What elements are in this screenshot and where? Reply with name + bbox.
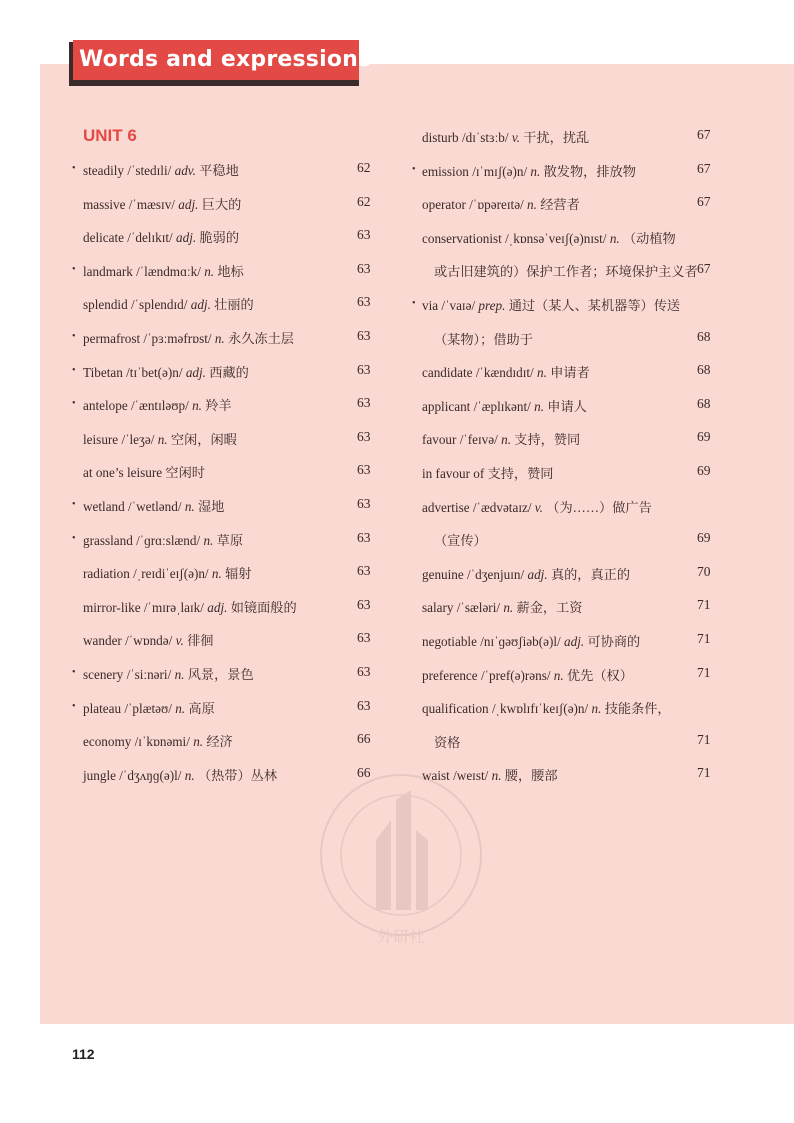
entry-word: favour	[422, 432, 457, 448]
entry-pronunciation: /ˌkɒnsəˈveɪʃ(ə)nɪst/	[505, 230, 607, 246]
entry-word: salary	[422, 600, 454, 616]
entry-page-ref: 70	[697, 563, 711, 579]
entry-pronunciation: /ˈdelɪkɪt/	[127, 230, 173, 246]
vocab-entry	[83, 362, 249, 381]
entry-page-ref: 62	[357, 160, 371, 175]
entry-part-of-speech: adj.	[564, 634, 585, 649]
entry-meaning: 支持，赞同	[487, 466, 554, 481]
entry-pronunciation: /ˈpɜːməfrɒst/	[143, 331, 212, 346]
entry-meaning: （某物）；借助于	[434, 331, 533, 347]
vocab-entry	[83, 630, 213, 649]
entry-page-ref: 69	[697, 429, 711, 445]
entry-pronunciation: /dɪˈstɜːb/	[461, 130, 509, 145]
entry-page-ref: 66	[357, 731, 371, 747]
entry-page-ref: 71	[697, 631, 711, 646]
entry-part-of-speech: n.	[214, 331, 225, 346]
entry-part-of-speech: adj.	[207, 599, 228, 615]
entry-page-ref: 62	[357, 193, 371, 209]
entry-meaning: 空闲，闲暇	[170, 431, 237, 447]
entry-part-of-speech: adv.	[174, 163, 196, 178]
vocab-entry	[83, 530, 243, 549]
entry-page-ref: 68	[697, 328, 711, 344]
vocab-entry	[83, 563, 251, 582]
entry-part-of-speech: adj.	[178, 196, 199, 212]
entry-part-of-speech: n.	[553, 667, 564, 683]
vocab-entry	[83, 160, 239, 179]
entry-page-ref: 69	[697, 463, 711, 478]
entry-meaning: 辐射	[225, 566, 252, 582]
entry-pronunciation: /ˈleʒə/	[121, 431, 155, 447]
entry-meaning: 或古旧建筑的）保护工作者；环境保护主义者	[434, 264, 698, 280]
entry-page-ref: 63	[357, 596, 371, 612]
entry-word: applicant	[422, 398, 471, 414]
vocab-entry	[422, 228, 676, 247]
entry-pronunciation: /tɪˈbet(ə)n/	[126, 364, 183, 380]
entry-meaning: 技能条件，	[604, 701, 671, 717]
entry-meaning: 申请者	[550, 365, 590, 381]
entry-word: leisure	[83, 431, 119, 447]
entry-word: scenery	[83, 667, 124, 682]
vocab-entry	[422, 161, 636, 180]
vocab-entry	[422, 497, 652, 516]
entry-page-ref: 63	[357, 462, 371, 478]
entry-pronunciation: /ˈfeɪvə/	[459, 432, 498, 448]
entry-meaning: 脆弱的	[199, 230, 240, 246]
entry-pronunciation: /ˈvaɪə/	[441, 298, 476, 313]
entry-meaning: 资格	[434, 734, 461, 750]
entry-word: landmark	[83, 263, 133, 279]
entry-pronunciation: /ˈɒpəreɪtə/	[469, 197, 524, 213]
vocab-entry	[83, 328, 294, 347]
entry-word: steadily	[83, 163, 125, 178]
entry-pronunciation: /ɪˈkɒnəmi/	[134, 734, 190, 750]
entry-word: permafrost	[83, 331, 141, 346]
entry-page-ref: 69	[697, 530, 711, 546]
entry-pronunciation: /ˌreɪdiˈeɪʃ(ə)n/	[133, 566, 209, 582]
entry-word: preference	[422, 667, 478, 683]
entry-pronunciation: /ˈæplɪkənt/	[473, 398, 531, 414]
entry-meaning: 湿地	[198, 499, 225, 514]
entry-part-of-speech: v.	[175, 633, 184, 649]
entry-meaning: 支持，赞同	[514, 432, 581, 448]
entry-word: wander	[83, 633, 122, 649]
entry-meaning: 真的，真正的	[550, 566, 631, 582]
vocab-entry	[422, 698, 671, 717]
entry-meaning: 羚羊	[205, 398, 232, 414]
entry-meaning: 高原	[188, 700, 215, 716]
entry-page-ref: 63	[357, 260, 371, 276]
vocab-entry	[422, 429, 580, 448]
entry-word: plateau	[83, 700, 122, 716]
entry-part-of-speech: adj.	[176, 230, 197, 246]
entry-word: candidate	[422, 365, 473, 381]
entry-meaning: 可协商的	[587, 634, 641, 649]
entry-pronunciation: /ˈæntɪləʊp/	[130, 398, 189, 414]
entry-pronunciation: /ˈɡrɑːslænd/	[136, 532, 201, 548]
vocab-entry	[422, 631, 640, 650]
entry-part-of-speech: n.	[503, 600, 514, 616]
entry-pronunciation: /ˈwɒndə/	[125, 633, 173, 649]
vocab-entry	[422, 597, 582, 616]
entry-part-of-speech: n.	[527, 197, 537, 213]
entry-page-ref: 71	[697, 731, 711, 747]
vocab-entry	[422, 564, 630, 583]
entry-meaning: 申请人	[547, 398, 587, 414]
entry-part-of-speech: n.	[184, 767, 195, 783]
vocab-entry	[83, 765, 277, 784]
entry-meaning: 干扰，扰乱	[523, 130, 590, 145]
entry-pronunciation: /ˈplætəʊ/	[124, 700, 172, 716]
entry-pronunciation: /ˈsiːnəri/	[126, 667, 172, 682]
entry-word: disturb	[422, 130, 459, 145]
entry-word: grassland	[83, 532, 133, 548]
entry-part-of-speech: adj.	[185, 364, 206, 380]
entry-meaning: 腰，腰部	[504, 768, 558, 784]
entry-word: via	[422, 298, 439, 313]
entry-page-ref: 67	[697, 261, 711, 277]
entry-word: advertise	[422, 499, 470, 515]
star-marker: •	[72, 700, 76, 712]
entry-pronunciation: /ˈmɪrəˌlaɪk/	[143, 599, 204, 615]
entry-page-ref: 63	[357, 428, 371, 444]
entry-meaning: 巨大的	[201, 196, 242, 212]
star-marker: •	[72, 364, 76, 376]
entry-part-of-speech: n.	[534, 398, 544, 414]
entry-meaning: 徘徊	[187, 633, 214, 649]
entry-part-of-speech: n.	[204, 263, 215, 279]
entry-page-ref: 63	[357, 563, 371, 579]
vocab-entry	[83, 496, 224, 515]
entry-meaning: 西藏的	[209, 364, 249, 380]
entry-word: delicate	[83, 230, 124, 246]
star-marker: •	[72, 667, 76, 678]
entry-meaning: （动植物	[623, 230, 676, 246]
entry-pronunciation: /ˈmæsɪv/	[128, 196, 175, 212]
entry-pronunciation: /nɪˈɡəʊʃiəb(ə)l/	[480, 634, 561, 649]
entry-page-ref: 63	[357, 395, 371, 411]
entry-pronunciation: /ˈstedɪli/	[127, 163, 172, 178]
entry-part-of-speech: v.	[511, 130, 520, 145]
entry-word: conservationist	[422, 230, 502, 246]
entry-meaning: （宣传）	[434, 533, 487, 549]
entry-meaning: 经济	[206, 734, 233, 750]
entry-page-ref: 63	[357, 664, 371, 679]
entry-word: negotiable	[422, 634, 477, 649]
vocab-entry	[422, 665, 633, 684]
vocab-entry	[83, 261, 244, 280]
entry-part-of-speech: n.	[591, 701, 602, 717]
entry-meaning: 经营者	[540, 197, 580, 213]
entry-word: in favour of	[422, 466, 485, 481]
section-title: Words and expressions	[73, 40, 359, 80]
entry-word: genuine	[422, 566, 464, 582]
vocab-entry	[434, 261, 698, 280]
entry-page-ref: 63	[357, 630, 371, 646]
entry-part-of-speech: n.	[537, 365, 547, 381]
entry-word: operator	[422, 197, 466, 213]
star-marker: •	[72, 532, 76, 544]
entry-page-ref: 71	[697, 664, 711, 680]
entry-meaning: （热带）丛林	[197, 767, 278, 783]
entry-part-of-speech: n.	[174, 667, 185, 682]
entry-pronunciation: /ɪˈmɪʃ(ə)n/	[472, 163, 528, 179]
vocab-entry	[434, 732, 460, 751]
entry-pronunciation: /ˈædvətaɪz/	[472, 499, 532, 515]
entry-part-of-speech: n.	[203, 532, 214, 548]
vocab-entry	[422, 127, 589, 146]
entry-word: splendid	[83, 297, 128, 313]
entry-page-ref: 68	[697, 362, 711, 378]
entry-meaning: 空闲时	[165, 465, 205, 481]
entry-meaning: 平稳地	[199, 163, 239, 178]
entry-page-ref: 63	[357, 361, 371, 377]
entry-part-of-speech: n.	[157, 431, 168, 447]
entry-word: wetland	[83, 499, 125, 514]
star-marker: •	[72, 331, 76, 342]
entry-meaning: 散发物，排放物	[543, 163, 636, 179]
star-marker: •	[72, 398, 76, 410]
entry-word: antelope	[83, 398, 128, 414]
vocab-entry	[83, 731, 233, 750]
entry-page-ref: 67	[697, 127, 711, 142]
entry-page-ref: 67	[697, 160, 711, 176]
unit-label: UNIT 6	[83, 126, 137, 145]
entry-page-ref: 71	[697, 597, 711, 613]
star-marker: •	[412, 298, 416, 309]
entry-meaning: 草原	[216, 532, 244, 548]
entry-meaning: 壮丽的	[214, 297, 254, 313]
entry-pronunciation: /ˈsæləri/	[456, 600, 501, 616]
entry-page-ref: 67	[697, 194, 711, 210]
vocab-entry	[83, 698, 215, 717]
entry-pronunciation: /ˈkændɪdɪt/	[475, 365, 534, 381]
vocab-entry	[434, 530, 487, 549]
entry-pronunciation: /weɪst/	[453, 768, 489, 784]
entry-page-ref: 63	[357, 227, 371, 243]
entry-part-of-speech: n.	[530, 163, 541, 179]
entry-part-of-speech: n.	[193, 734, 204, 750]
publisher-seal-watermark	[316, 760, 489, 950]
seal-text: 外研社	[376, 927, 426, 946]
entry-part-of-speech: n.	[501, 432, 511, 448]
entry-page-ref: 63	[357, 294, 371, 310]
entry-word: radiation	[83, 566, 130, 582]
vocab-entry	[83, 664, 254, 683]
vocab-entry	[83, 597, 297, 616]
entry-meaning: 通过（某人、某机器等）传送	[508, 298, 681, 313]
entry-pronunciation: /ˈdʒʌŋɡ(ə)l/	[119, 767, 182, 783]
entry-word: economy	[83, 734, 132, 750]
entry-meaning: （为……）做广告	[546, 499, 652, 515]
vocab-entry	[83, 395, 232, 414]
entry-page-ref: 68	[697, 395, 711, 411]
entry-word: at one’s leisure	[83, 465, 163, 481]
entry-page-ref: 63	[357, 697, 371, 713]
vocab-entry	[422, 765, 558, 784]
entry-page-ref: 63	[357, 496, 371, 511]
entry-pronunciation: /ˈpref(ə)rəns/	[480, 667, 551, 683]
vocab-entry	[422, 362, 590, 381]
vocab-entry	[83, 462, 205, 481]
page-number: 112	[72, 1046, 95, 1062]
entry-pronunciation: /ˌkwɒlɪfɪˈkeɪʃ(ə)n/	[491, 701, 589, 717]
star-marker: •	[72, 163, 76, 174]
star-marker: •	[72, 499, 76, 510]
vocab-entry	[83, 194, 241, 213]
vocab-entry	[83, 227, 239, 246]
entry-part-of-speech: n.	[491, 768, 502, 784]
entry-part-of-speech: adj.	[527, 566, 548, 582]
entry-meaning: 地标	[217, 263, 244, 279]
entry-word: waist	[422, 768, 450, 784]
entry-page-ref: 71	[697, 765, 711, 781]
vocab-entry	[422, 463, 554, 482]
entry-word: massive	[83, 196, 126, 212]
star-marker: •	[412, 163, 416, 175]
entry-meaning: 薪金，工资	[516, 600, 583, 616]
vocab-entry	[83, 294, 254, 313]
entry-word: jungle	[83, 767, 116, 783]
entry-word: mirror-like	[83, 599, 141, 615]
entry-meaning: 如镜面般的	[230, 599, 297, 615]
entry-word: emission	[422, 163, 469, 179]
entry-pronunciation: /ˈlændmɑːk/	[136, 263, 201, 279]
entry-meaning: 永久冻土层	[228, 331, 294, 346]
entry-part-of-speech: n.	[211, 566, 222, 582]
vocab-entry	[434, 329, 533, 348]
vocab-entry	[422, 194, 580, 213]
entry-part-of-speech: n.	[175, 700, 186, 716]
entry-page-ref: 63	[357, 328, 371, 343]
entry-meaning: 风景，景色	[187, 667, 254, 682]
vocab-entry	[422, 295, 680, 314]
entry-part-of-speech: v.	[534, 499, 543, 515]
entry-page-ref: 66	[357, 764, 371, 780]
star-marker: •	[72, 263, 76, 275]
entry-part-of-speech: n.	[184, 499, 195, 514]
entry-part-of-speech: n.	[609, 230, 620, 246]
entry-pronunciation: /ˈwetlənd/	[128, 499, 182, 514]
entry-page-ref: 63	[357, 529, 371, 545]
entry-word: Tibetan	[83, 364, 123, 380]
entry-part-of-speech: prep.	[478, 298, 506, 313]
entry-part-of-speech: n.	[192, 398, 202, 414]
vocab-entry	[422, 396, 587, 415]
entry-part-of-speech: adj.	[190, 297, 211, 313]
entry-meaning: 优先（权）	[566, 667, 633, 683]
entry-pronunciation: /ˈsplendɪd/	[131, 297, 188, 313]
entry-pronunciation: /ˈdʒenjuɪn/	[467, 566, 525, 582]
vocab-entry	[83, 429, 237, 448]
entry-word: qualification	[422, 701, 489, 717]
